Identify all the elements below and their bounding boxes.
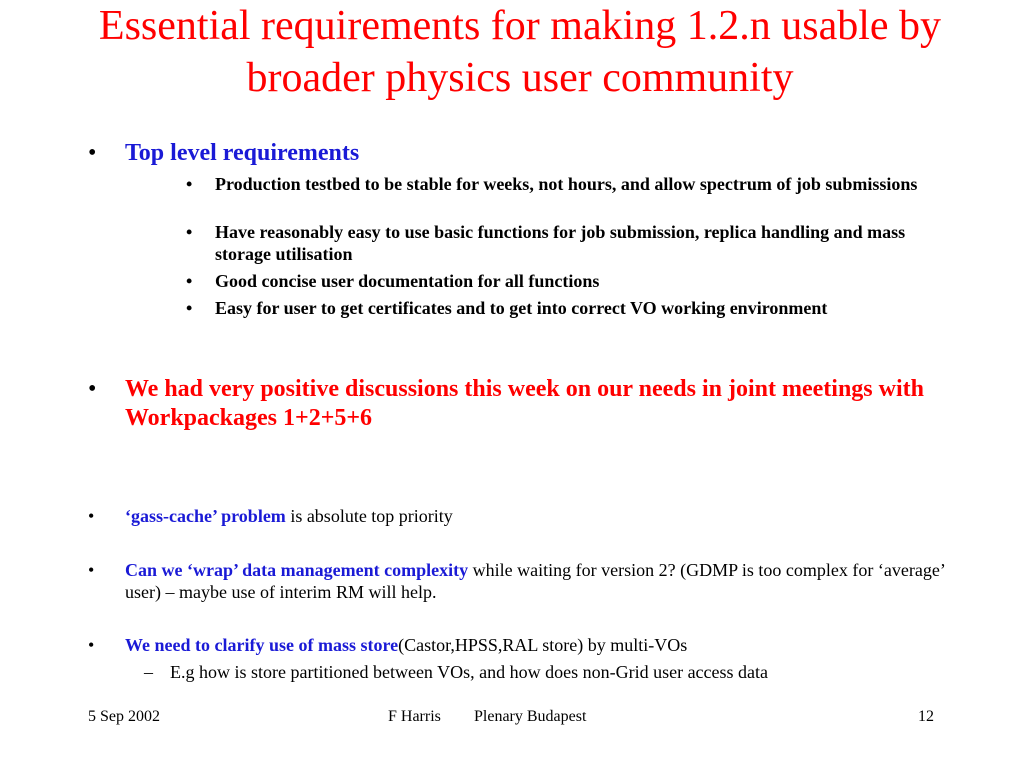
mass-store-rest: (Castor,HPSS,RAL store) by multi-VOs (398, 635, 688, 655)
bullet-top-level-requirements (88, 138, 968, 168)
sub-bullet-store-partition (144, 661, 964, 683)
bullet-icon: • (88, 635, 95, 655)
bullet-icon: • (186, 174, 193, 194)
sub-bullet-production-testbed (186, 173, 926, 195)
bullet-discussions (88, 375, 948, 433)
wrap-text (125, 559, 948, 603)
store-partition-text: E.g how is store partitioned between VOs, and how does non-Grid user access data (170, 662, 769, 682)
bullet-wrap-data-management (88, 559, 948, 603)
sub-bullet-text: Production testbed to be stable for weeks, not hours, and allow spectrum of job submissions (215, 174, 918, 194)
slide-title: Essential requirements for making 1.2.n usable by broader physics user community (98, 3, 942, 101)
footer-date: 5 Sep 2002 (88, 708, 160, 725)
sub-bullet-text: Good concise user documentation for all functions (215, 271, 600, 291)
bullet-icon: • (88, 140, 97, 166)
sub-bullet-text: Have reasonably easy to use basic functions for job submission, replica handling and mass storage utilisation (215, 222, 906, 264)
sub-bullet-text: Easy for user to get certificates and to get into correct VO working environment (215, 298, 828, 318)
footer-author: F Harris (388, 708, 441, 725)
gass-cache-highlight: ‘gass-cache’ problem (125, 506, 286, 526)
top-level-heading: Top level requirements (125, 140, 360, 166)
bullet-icon: • (88, 376, 97, 402)
gass-cache-rest: is absolute top priority (285, 506, 453, 526)
wrap-highlight: Can we ‘wrap’ data management complexity (125, 560, 469, 580)
bullet-icon: • (88, 560, 95, 580)
sub-bullet-documentation (186, 270, 926, 292)
gass-cache-text (125, 505, 948, 527)
bullet-icon: • (88, 506, 95, 526)
bullet-gass-cache (88, 505, 948, 527)
footer-event: Plenary Budapest (474, 708, 587, 725)
bullet-mass-store (88, 634, 948, 656)
footer-page-number: 12 (918, 708, 934, 725)
sub-bullet-certificates (186, 297, 926, 319)
mass-store-highlight: We need to clarify use of mass store (125, 635, 399, 655)
discussion-text: We had very positive discussions this week on our needs in joint meetings with Workpackages 1+2+5+6 (125, 376, 924, 431)
sub-bullet-basic-functions (186, 221, 926, 265)
mass-store-text (125, 634, 948, 656)
bullet-icon: • (186, 271, 193, 291)
bullet-icon: • (186, 298, 193, 318)
dash-icon: – (144, 662, 153, 682)
bullet-icon: • (186, 222, 193, 242)
wrap-rest: while waiting for version 2? (GDMP is too complex for ‘average’ user) – maybe use of interim RM will help. (125, 560, 945, 602)
